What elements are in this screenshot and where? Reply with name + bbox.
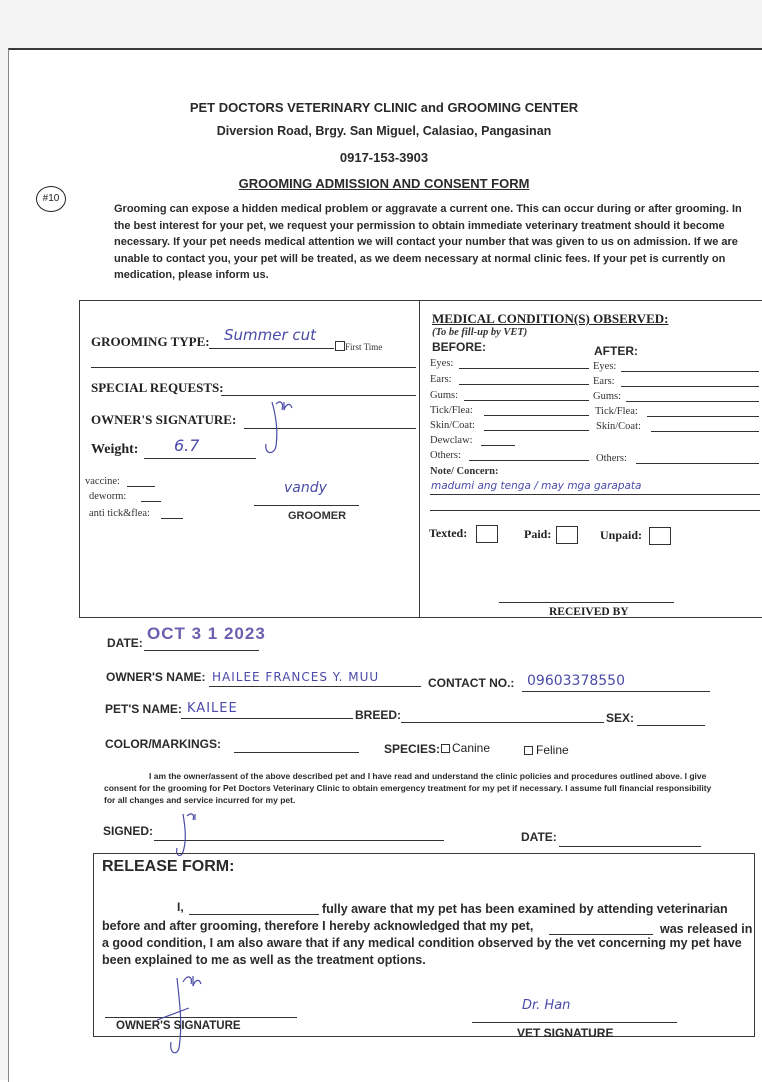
- signed-label: SIGNED:: [103, 824, 154, 838]
- weight-line: [144, 458, 256, 459]
- release-text-2: before and after grooming, therefore I hereby acknowledged that my pet,: [102, 919, 534, 933]
- before-eyes-label: Eyes:: [430, 358, 454, 369]
- paid-checkbox[interactable]: [556, 526, 578, 544]
- vaccine-label: vaccine:: [85, 476, 120, 487]
- color-line[interactable]: [234, 752, 359, 753]
- grooming-extra-line: [91, 367, 416, 368]
- before-tick-label: Tick/Flea:: [430, 405, 473, 416]
- owner-release-signature-label: OWNER'S SIGNATURE: [116, 1020, 241, 1032]
- groomer-value[interactable]: vandy: [284, 480, 327, 496]
- owner-signature-scribble: [254, 396, 304, 458]
- grooming-type-value[interactable]: Summer cut: [224, 326, 317, 344]
- contact-label: CONTACT NO.:: [428, 676, 515, 690]
- texted-checkbox[interactable]: [476, 525, 498, 543]
- vet-signature-line[interactable]: [472, 1022, 677, 1023]
- before-ears-label: Ears:: [430, 374, 452, 385]
- note-label: Note/ Concern:: [430, 466, 499, 477]
- release-title: RELEASE FORM:: [102, 858, 235, 875]
- owner-name-label: OWNER'S NAME:: [106, 670, 206, 684]
- clinic-name: PET DOCTORS VETERINARY CLINIC and GROOMING CENTER: [189, 100, 579, 115]
- received-by-line[interactable]: [499, 602, 674, 603]
- date-label: DATE:: [107, 636, 143, 650]
- before-eyes-line[interactable]: [459, 368, 589, 369]
- canine-checkbox[interactable]: [441, 744, 450, 753]
- pet-name-line: [181, 718, 353, 719]
- release-name-line[interactable]: [189, 914, 319, 915]
- paid-label: Paid:: [524, 527, 552, 541]
- after-gums-line[interactable]: [626, 401, 759, 402]
- form-page: [8, 48, 762, 1082]
- vet-signature-label: VET SIGNATURE: [517, 1026, 614, 1040]
- after-eyes-label: Eyes:: [593, 361, 617, 372]
- breed-label: BREED:: [355, 708, 402, 722]
- after-gums-label: Gums:: [593, 391, 622, 402]
- release-pet-line[interactable]: [549, 934, 653, 935]
- contact-value[interactable]: 09603378550: [527, 673, 625, 689]
- contact-line: [522, 691, 710, 692]
- note-value[interactable]: madumi ang tenga / may mga garapata: [431, 480, 642, 492]
- release-i-label: I,: [177, 900, 184, 914]
- note-line-2: [430, 510, 760, 511]
- after-skin-line[interactable]: [651, 431, 759, 432]
- consent-date-line[interactable]: [559, 846, 701, 847]
- grooming-type-line: [209, 348, 334, 349]
- groomer-label: GROOMER: [288, 510, 347, 522]
- before-skin-line[interactable]: [484, 430, 589, 431]
- owner-signature-label: OWNER'S SIGNATURE:: [91, 412, 237, 427]
- before-tick-line[interactable]: [484, 415, 589, 416]
- form-number: #10: [36, 186, 66, 212]
- anti-tick-line[interactable]: [161, 518, 183, 519]
- unpaid-label: Unpaid:: [600, 528, 643, 542]
- unpaid-checkbox[interactable]: [649, 527, 671, 545]
- release-text-3: was released in: [660, 922, 753, 936]
- medical-title: MEDICAL CONDITION(S) OBSERVED:: [432, 311, 669, 326]
- release-text-4: a good condition, I am also aware that if any medical condition observed by the vet concerning my pet have: [102, 936, 742, 950]
- canine-label: Canine: [452, 741, 491, 755]
- note-line-1: [430, 494, 760, 495]
- date-stamp[interactable]: OCT 3 1 2023: [147, 624, 266, 643]
- grooming-type-label: GROOMING TYPE:: [91, 334, 210, 349]
- after-others-label: Others:: [596, 453, 627, 464]
- owner-name-value[interactable]: HAILEE FRANCES Y. MUU: [212, 670, 380, 684]
- owner-release-signature-scribble: [149, 968, 219, 1058]
- received-by-label: RECEIVED BY: [549, 606, 629, 618]
- after-skin-label: Skin/Coat:: [596, 421, 641, 432]
- after-ears-label: Ears:: [593, 376, 615, 387]
- release-text-1: fully aware that my pet has been examined by attending veterinarian: [322, 902, 728, 916]
- medical-subtitle: (To be fill-up by VET): [432, 327, 528, 338]
- texted-label: Texted:: [429, 526, 468, 540]
- consent-date-label: DATE:: [521, 830, 557, 844]
- before-others-line[interactable]: [469, 460, 589, 461]
- before-gums-label: Gums:: [430, 390, 459, 401]
- species-label: SPECIES:: [384, 742, 441, 756]
- before-skin-label: Skin/Coat:: [430, 420, 475, 431]
- after-label: AFTER:: [594, 344, 638, 358]
- owner-name-line: [209, 686, 421, 687]
- pet-name-value[interactable]: KAILEE: [187, 701, 238, 716]
- breed-line[interactable]: [401, 722, 604, 723]
- consent-paragraph: I am the owner/assent of the above described pet and I have read and understand the clinic policies and procedures outlined above. I give consent for the grooming for Pet Doctors Veterinary Clinic to obtain emergency treatment for my pet if necessary. I assume full financial responsibility for all changes and service incurred for my pet.: [104, 771, 712, 805]
- before-dewclaw-line[interactable]: [481, 445, 515, 446]
- before-gums-line[interactable]: [464, 400, 589, 401]
- first-time-checkbox[interactable]: [335, 341, 345, 351]
- after-others-line[interactable]: [636, 463, 759, 464]
- feline-label: Feline: [536, 743, 569, 757]
- vaccine-line[interactable]: [127, 486, 155, 487]
- panel-divider: [419, 301, 420, 617]
- after-eyes-line[interactable]: [621, 371, 759, 372]
- after-ears-line[interactable]: [621, 386, 759, 387]
- clinic-address: Diversion Road, Brgy. San Miguel, Calasiao, Pangasinan: [216, 124, 552, 138]
- feline-checkbox[interactable]: [524, 746, 533, 755]
- intro-paragraph: Grooming can expose a hidden medical problem or aggravate a current one. This can occur during or after grooming. In the best interest for your pet, we request your permission to obtain immediate veterinary treatment should it become necessary. If your pet needs medical attention we will contact your number that was given to us on admission. If we are unable to contact you, your pet will be treated, as we deem necessary at normal clinic fees. If your pet is currently on medication, please inform us.: [114, 203, 742, 281]
- sex-label: SEX:: [606, 711, 635, 725]
- date-line: [144, 650, 259, 651]
- pet-name-label: PET'S NAME:: [105, 702, 182, 716]
- before-dewclaw-label: Dewclaw:: [430, 435, 473, 446]
- release-text-5: been explained to me as well as the treatment options.: [102, 953, 426, 967]
- vet-signature-value: Dr. Han: [522, 998, 571, 1013]
- form-title: GROOMING ADMISSION AND CONSENT FORM: [238, 176, 530, 191]
- first-time-label: First Time: [345, 342, 383, 352]
- anti-tick-label: anti tick&flea:: [89, 508, 150, 519]
- special-requests-label: SPECIAL REQUESTS:: [91, 380, 224, 395]
- after-tick-label: Tick/Flea:: [595, 406, 638, 417]
- before-label: BEFORE:: [432, 340, 486, 354]
- clinic-phone: 0917-153-3903: [339, 150, 429, 165]
- sex-line[interactable]: [637, 725, 705, 726]
- before-ears-line[interactable]: [459, 384, 589, 385]
- weight-label: Weight:: [91, 442, 139, 457]
- special-requests-line[interactable]: [221, 395, 416, 396]
- weight-value[interactable]: 6.7: [174, 436, 200, 455]
- after-tick-line[interactable]: [647, 416, 759, 417]
- color-label: COLOR/MARKINGS:: [105, 737, 221, 751]
- groomer-line: [254, 505, 359, 506]
- deworm-label: deworm:: [89, 491, 127, 502]
- before-others-label: Others:: [430, 450, 461, 461]
- deworm-line[interactable]: [141, 501, 161, 502]
